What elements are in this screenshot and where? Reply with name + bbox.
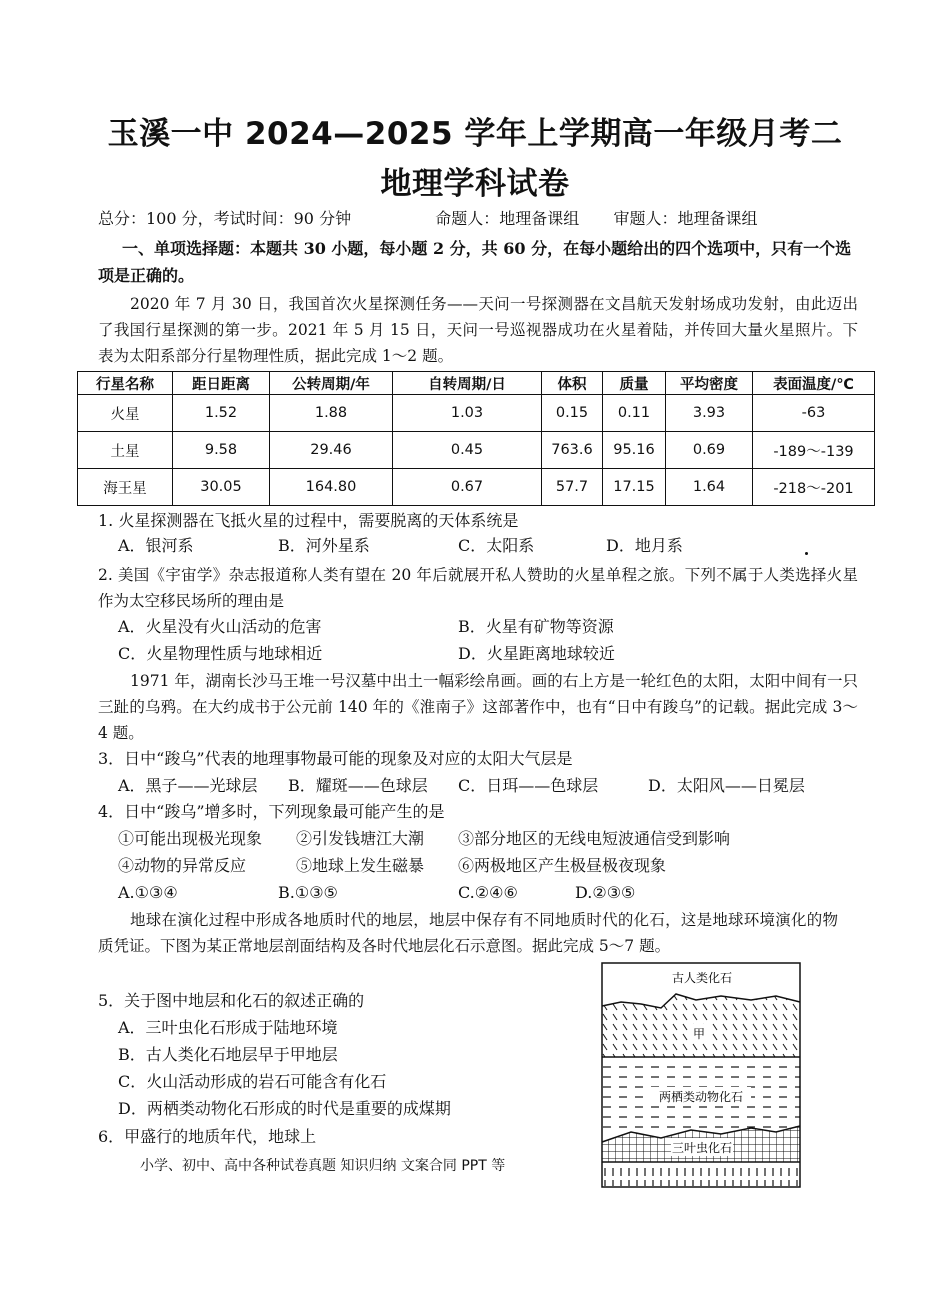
question-3-option-d[interactable]: D．太阳风——日冕层	[648, 776, 805, 795]
exam-meta	[98, 207, 757, 231]
table-row	[78, 432, 875, 469]
exam-subtitle: 地理学科试卷	[380, 166, 570, 202]
table-cell: 9.58	[173, 432, 270, 469]
question-4-statement-6: ⑥两极地区产生极昼极夜现象	[458, 856, 667, 875]
label-jia: 甲	[692, 1027, 706, 1041]
table-header-row	[78, 372, 875, 395]
question-3-option-c[interactable]: C．日珥——色球层	[458, 776, 599, 795]
question-1-option-d[interactable]: D．地月系	[606, 536, 683, 555]
table-header: 体积	[542, 372, 603, 395]
table-cell: -189～-139	[753, 432, 875, 469]
strata-svg	[601, 962, 801, 1188]
table-header: 自转周期/日	[393, 372, 542, 395]
table-cell: 30.05	[173, 469, 270, 506]
table-cell: 29.46	[270, 432, 393, 469]
footer-text: 小学、初中、高中各种试卷真题 知识归纳 文案合同 PPT 等	[140, 1158, 506, 1174]
question-4-statement-4: ④动物的异常反应	[118, 856, 247, 875]
table-cell: -218～-201	[753, 469, 875, 506]
table-header: 表面温度/℃	[753, 372, 875, 395]
label-bottom: 三叶虫化石	[671, 1141, 733, 1155]
table-header: 平均密度	[666, 372, 753, 395]
table-cell: 火星	[78, 395, 173, 432]
table-cell: 0.45	[393, 432, 542, 469]
table-cell: 1.03	[393, 395, 542, 432]
table-cell: 0.15	[542, 395, 603, 432]
question-4-statement-2: ②引发钱塘江大潮	[296, 829, 425, 848]
table-cell: 57.7	[542, 469, 603, 506]
table-row	[78, 469, 875, 506]
table-cell: 土星	[78, 432, 173, 469]
table-cell: 0.69	[666, 432, 753, 469]
question-5-option-b[interactable]: B．古人类化石地层早于甲地层	[118, 1045, 338, 1064]
question-2-option-a[interactable]: A．火星没有火山活动的危害	[118, 617, 322, 636]
table-cell: -63	[753, 395, 875, 432]
table-cell: 0.11	[603, 395, 666, 432]
table-cell: 95.16	[603, 432, 666, 469]
question-4-option-c[interactable]: C.②④⑥	[458, 883, 518, 902]
table-cell: 3.93	[666, 395, 753, 432]
question-4-option-d[interactable]: D.②③⑤	[575, 883, 636, 902]
question-6-stem: 6．甲盛行的地质年代，地球上	[98, 1127, 317, 1146]
table-cell: 763.6	[542, 432, 603, 469]
exam-title: 玉溪一中 2024—2025 学年上学期高一年级月考二	[107, 116, 843, 152]
table-cell: 海王星	[78, 469, 173, 506]
question-4-statement-3: ③部分地区的无线电短波通信受到影响	[458, 829, 731, 848]
planet-table	[77, 371, 875, 506]
question-3-option-a[interactable]: A．黑子——光球层	[118, 776, 258, 795]
table-cell: 1.88	[270, 395, 393, 432]
label-top: 古人类化石	[671, 971, 733, 985]
meta-reviewer: 审题人：地理备课组	[613, 209, 758, 228]
question-2-stem: 2. 美国《宇宙学》杂志报道称人类有望在 20 年后就展开私人赞助的火星单程之旅。下列不属于人类选择火星作为太空移民场所的理由是	[98, 566, 858, 610]
question-1-option-a[interactable]: A．银河系	[118, 536, 194, 555]
question-4-stem: 4．日中“踆乌”增多时，下列现象最可能产生的是	[98, 802, 445, 821]
question-1-option-c[interactable]: C．太阳系	[458, 536, 535, 555]
question-1-stem: 1. 火星探测器在飞抵火星的过程中，需要脱离的天体系统是	[98, 511, 519, 530]
strata-diagram	[601, 962, 801, 1188]
emphasis-dot	[805, 552, 808, 555]
question-5-option-d[interactable]: D．两栖类动物化石形成的时代是重要的成煤期	[118, 1099, 451, 1118]
table-header: 公转周期/年	[270, 372, 393, 395]
table-cell: 164.80	[270, 469, 393, 506]
question-5-stem: 5．关于图中地层和化石的叙述正确的	[98, 991, 365, 1010]
question-3-option-b[interactable]: B．耀斑——色球层	[288, 776, 428, 795]
table-header: 质量	[603, 372, 666, 395]
question-5-option-a[interactable]: A．三叶虫化石形成于陆地环境	[118, 1018, 338, 1037]
table-cell: 0.67	[393, 469, 542, 506]
table-cell: 1.64	[666, 469, 753, 506]
question-2-option-b[interactable]: B．火星有矿物等资源	[458, 617, 614, 636]
question-2-option-d[interactable]: D．火星距离地球较近	[458, 644, 615, 663]
intro-paragraph-3: 地球在演化过程中形成各地质时代的地层，地层中保存有不同地质时代的化石，这是地球环境演化的物质凭证。下图为某正常地层剖面结构及各时代地层化石示意图。据此完成 5～7 题。	[98, 911, 838, 955]
table-header: 行星名称	[78, 372, 173, 395]
section-heading: 一、单项选择题：本题共 30 小题，每小题 2 分，共 60 分，在每小题给出的四个选项中，只有一个选项是正确的。	[98, 239, 852, 285]
meta-total: 总分：100 分，考试时间：90 分钟	[98, 209, 352, 228]
question-4-option-a[interactable]: A.①③④	[118, 883, 178, 902]
table-row	[78, 395, 875, 432]
question-4-option-b[interactable]: B.①③⑤	[278, 883, 338, 902]
layer-bottom	[602, 1164, 800, 1186]
question-4-statement-5: ⑤地球上发生磁暴	[296, 856, 425, 875]
question-3-stem: 3．日中“踆乌”代表的地理事物最可能的现象及对应的太阳大气层是	[98, 749, 573, 768]
intro-paragraph-2: 1971 年，湖南长沙马王堆一号汉墓中出土一幅彩绘帛画。画的右上方是一轮红色的太阳，太阳中间有一只三趾的乌鸦。在大约成书于公元前 140 年的《淮南子》这部著作中，也有“日中有踆乌”的记载。据此完成 3～4 题。	[98, 672, 858, 742]
table-cell: 1.52	[173, 395, 270, 432]
question-5-option-c[interactable]: C．火山活动形成的岩石可能含有化石	[118, 1072, 387, 1091]
question-1-option-b[interactable]: B．河外星系	[278, 536, 370, 555]
intro-paragraph-1: 2020 年 7 月 30 日，我国首次火星探测任务——天问一号探测器在文昌航天发射场成功发射，由此迈出了我国行星探测的第一步。2021 年 5 月 15 日，天问一号巡视器成功在火星着陆，并传回大量火星照片。下表为太阳系部分行星物理性质，据此完成 1～2 题。	[98, 295, 858, 365]
table-cell: 17.15	[603, 469, 666, 506]
label-mid: 两栖类动物化石	[658, 1090, 744, 1104]
meta-setter: 命题人：地理备课组	[435, 209, 580, 228]
question-4-statement-1: ①可能出现极光现象	[118, 829, 263, 848]
question-2-option-c[interactable]: C．火星物理性质与地球相近	[118, 644, 323, 663]
table-header: 距日距离	[173, 372, 270, 395]
